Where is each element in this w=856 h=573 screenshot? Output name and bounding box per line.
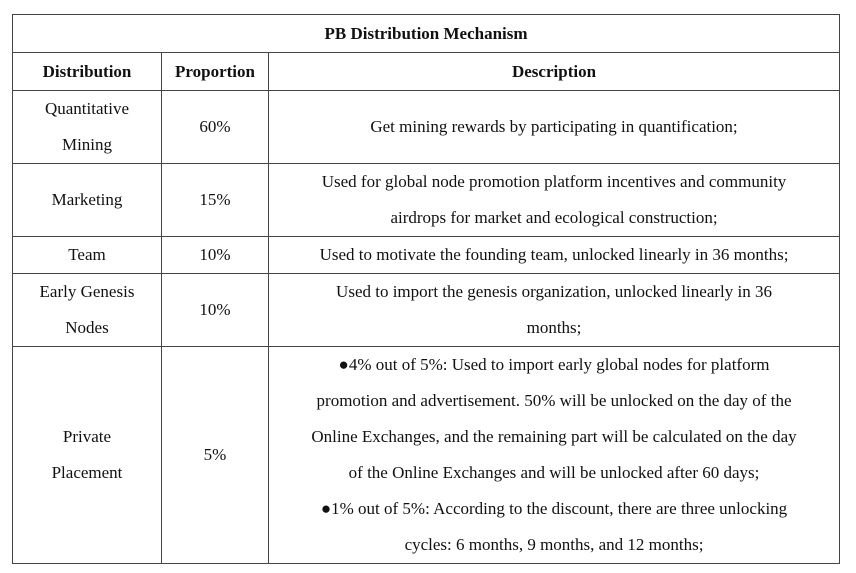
description-line: airdrops for market and ecological construction; <box>390 208 718 227</box>
distribution-line: Nodes <box>65 318 109 337</box>
cell-description <box>269 91 840 164</box>
cell-proportion: 10% <box>162 237 269 274</box>
description-line: ●4% out of 5%: Used to import early global nodes for platform <box>338 355 770 374</box>
cell-proportion: 10% <box>162 274 269 347</box>
header-description: Description <box>269 53 840 91</box>
distribution-table <box>12 14 840 564</box>
cell-proportion: 5% <box>162 347 269 564</box>
cell-description <box>269 164 840 237</box>
header-proportion: Proportion <box>162 53 269 91</box>
distribution-table-container <box>12 14 839 564</box>
distribution-line: Early Genesis <box>39 282 135 301</box>
distribution-line: Placement <box>51 463 123 482</box>
cell-description <box>269 347 840 564</box>
cell-proportion: 15% <box>162 164 269 237</box>
description-line: of the Online Exchanges and will be unlocked after 60 days; <box>348 463 760 482</box>
table-title: PB Distribution Mechanism <box>13 15 840 53</box>
table-row <box>13 347 840 564</box>
description-line: Get mining rewards by participating in quantification; <box>370 117 738 136</box>
description-line: Used to import the genesis organization, unlocked linearly in 36 <box>336 282 772 301</box>
cell-distribution <box>13 164 162 237</box>
description-line: cycles: 6 months, 9 months, and 12 months; <box>404 535 704 554</box>
distribution-line: Mining <box>61 135 113 154</box>
cell-distribution <box>13 274 162 347</box>
cell-proportion: 60% <box>162 91 269 164</box>
description-line: months; <box>526 318 582 337</box>
cell-description <box>269 237 840 274</box>
table-title-row <box>13 15 840 53</box>
distribution-line: Team <box>68 245 106 264</box>
distribution-line: Marketing <box>51 190 123 209</box>
table-row <box>13 164 840 237</box>
description-line: Used for global node promotion platform incentives and community <box>321 172 787 191</box>
description-line: Online Exchanges, and the remaining part will be calculated on the day <box>311 427 797 446</box>
description-line: Used to motivate the founding team, unlocked linearly in 36 months; <box>319 245 789 264</box>
table-row <box>13 91 840 164</box>
distribution-line: Private <box>62 427 112 446</box>
header-distribution: Distribution <box>13 53 162 91</box>
cell-description <box>269 274 840 347</box>
table-row <box>13 274 840 347</box>
cell-distribution <box>13 347 162 564</box>
cell-distribution <box>13 237 162 274</box>
description-line: ●1% out of 5%: According to the discount, there are three unlocking <box>320 499 788 518</box>
table-header-row <box>13 53 840 91</box>
description-line: promotion and advertisement. 50% will be unlocked on the day of the <box>316 391 792 410</box>
distribution-line: Quantitative <box>44 99 130 118</box>
cell-distribution <box>13 91 162 164</box>
table-row <box>13 237 840 274</box>
